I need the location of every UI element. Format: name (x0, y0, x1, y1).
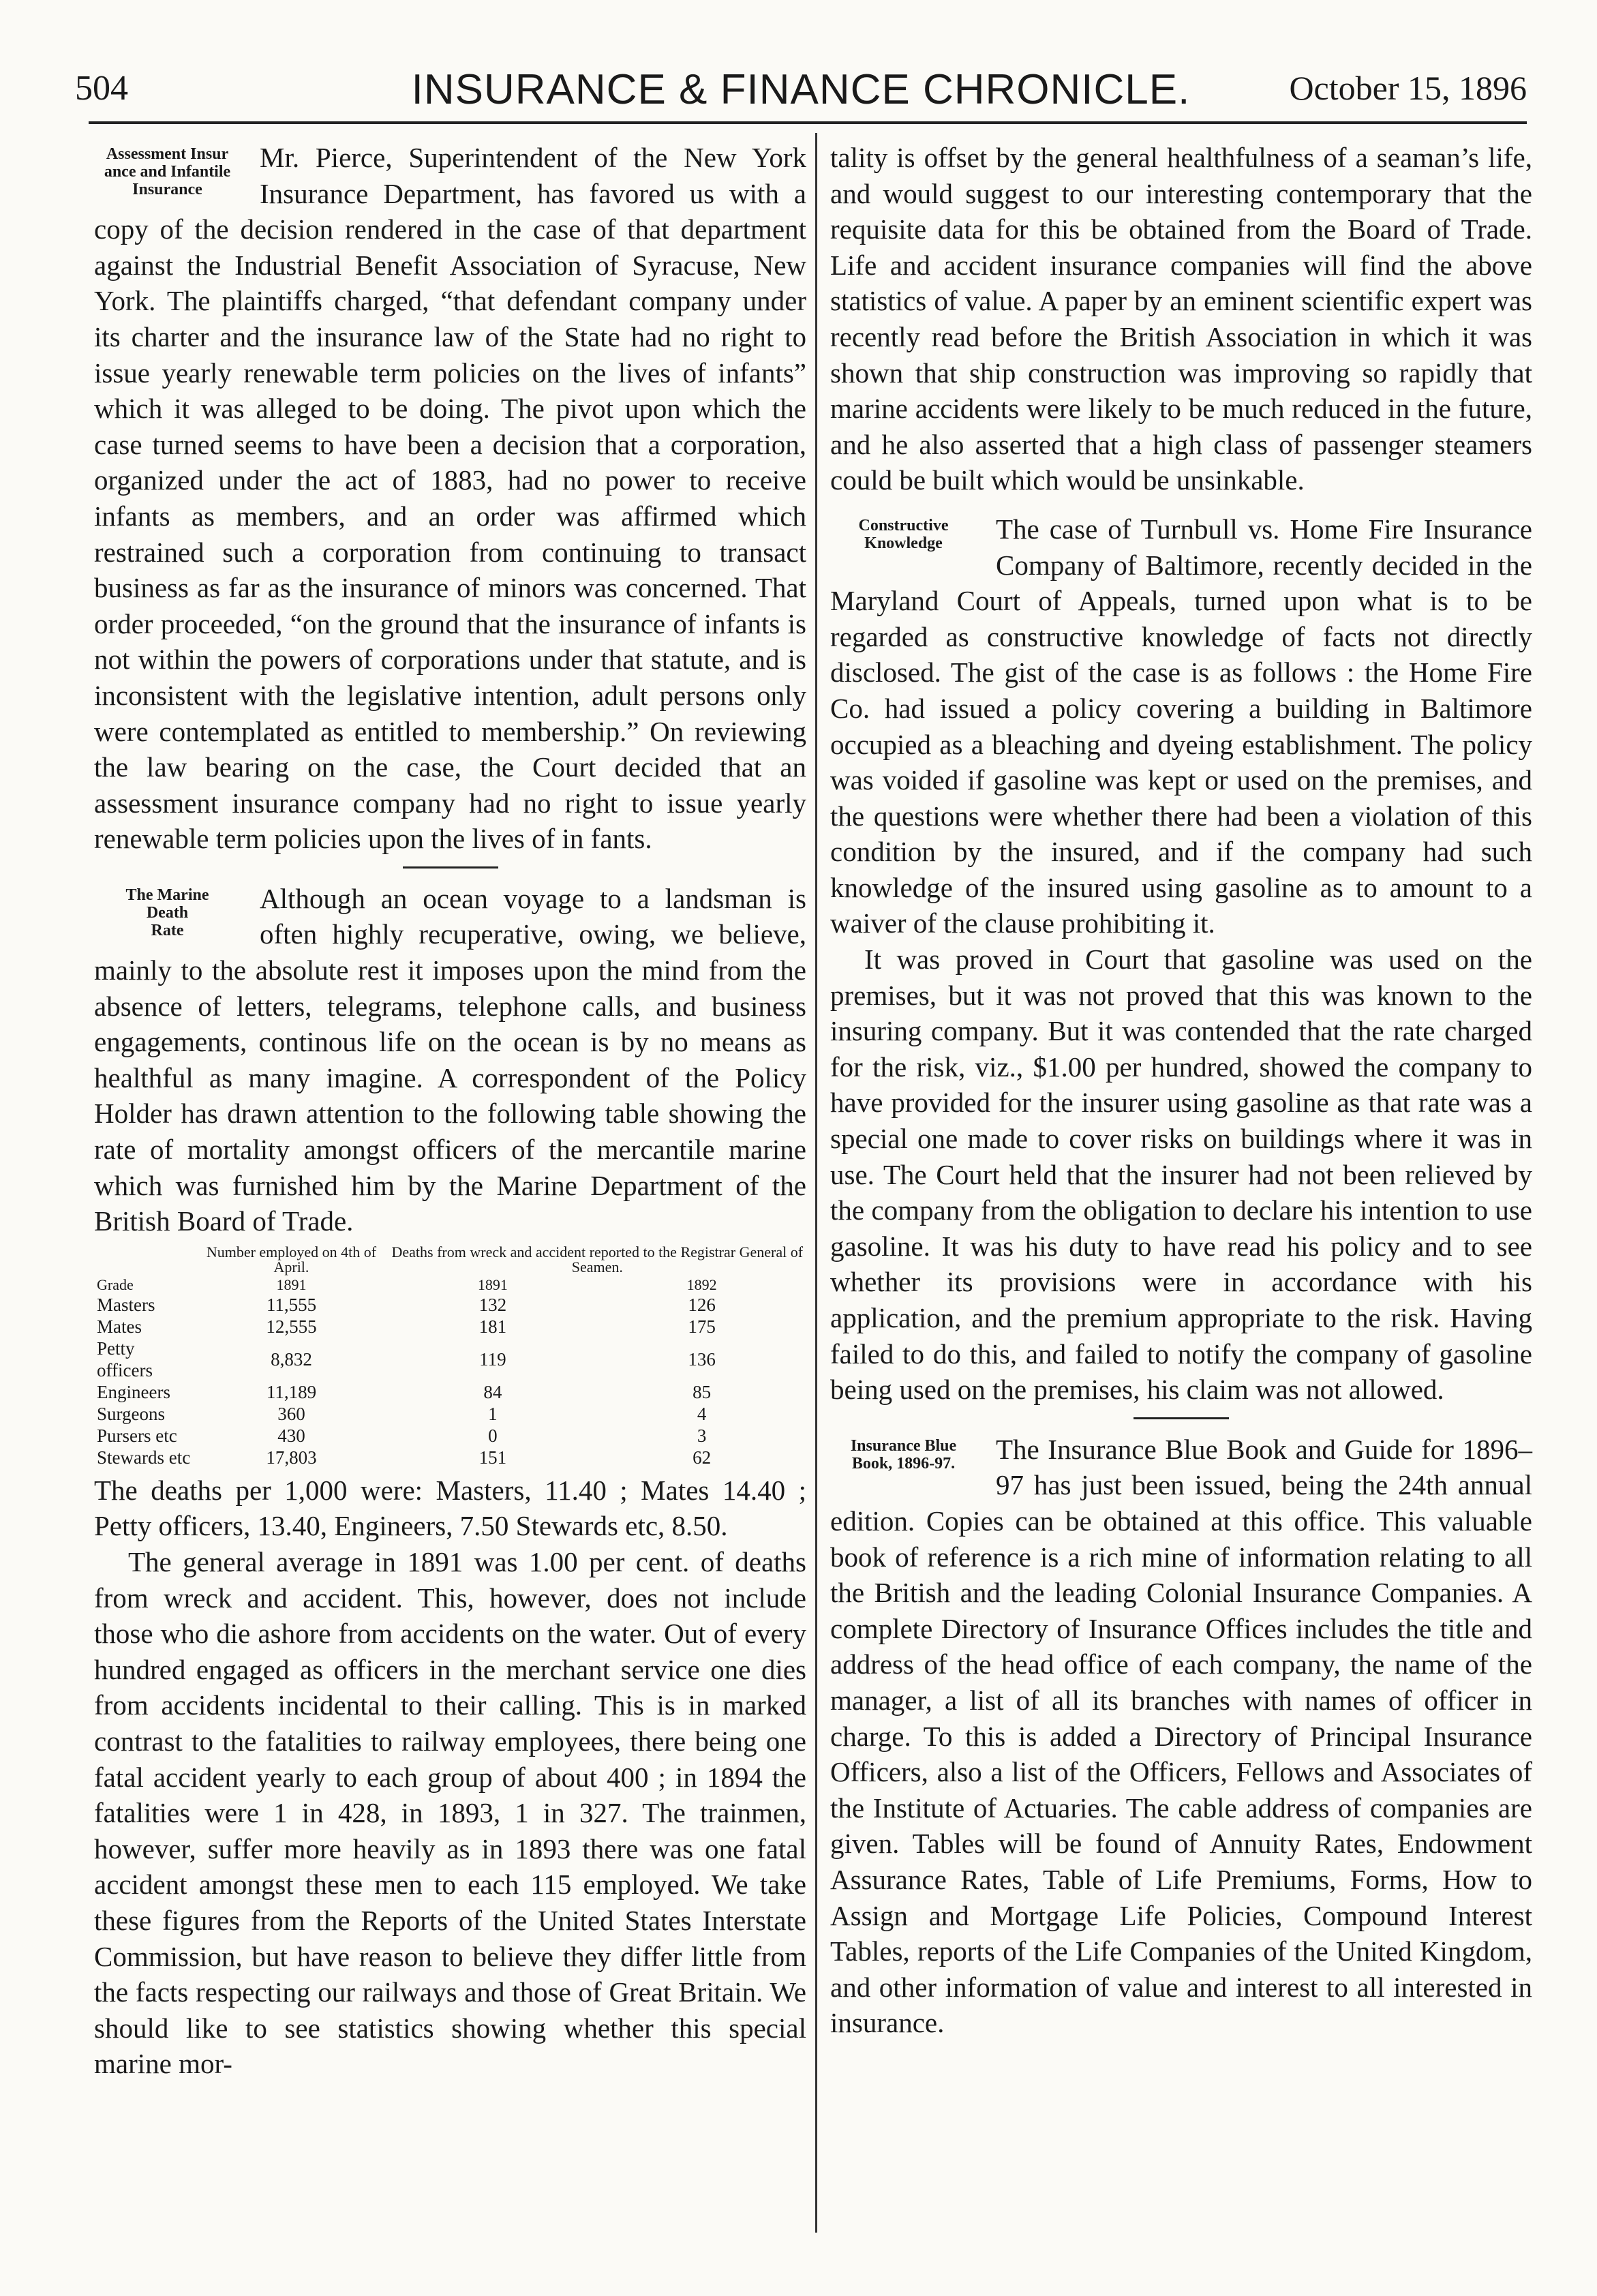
page-header (75, 68, 1527, 123)
left-column (94, 140, 806, 2082)
column-divider (815, 133, 817, 2233)
table-row: Petty officers 8,832 119 136 (97, 1338, 716, 1380)
article-constructive-knowledge (830, 511, 1532, 1408)
side-heading: Assessment Insur ance and Infantile Insurance (104, 145, 231, 198)
table-row: Masters 11,555 132 126 (97, 1294, 716, 1315)
article-insurance-blue-book (830, 1432, 1532, 2041)
issue-date: October 15, 1896 (1289, 69, 1527, 107)
table-row: Surgeons 360 1 4 (97, 1403, 707, 1424)
table-header-year: 1892 (686, 1275, 717, 1293)
article-assessment-insurance (94, 140, 806, 857)
header-rule (89, 121, 1527, 124)
table-row: Pursers etc 430 0 3 (97, 1425, 707, 1446)
page-number: 504 (75, 69, 128, 108)
article-paragraph: The deaths per 1,000 were: Masters, 11.40 ; Mates 14.40 ; Petty officers, 13.40, Engineers, 7.50 Stewards etc, 8.50. (94, 1474, 806, 1542)
table-header-year: 1891 (477, 1275, 508, 1293)
table-header-grade: Grade (97, 1275, 134, 1293)
article-paragraph: The case of Turnbull vs. Home Fire Insurance Company of Baltimore, recently decided in the Maryland Court of Appeals, turned upon what is to be regarded as constructive knowledge of facts not directly disclosed. The gist of the case is as follows : the Home Fire Co. had issued a policy covering a building in Baltimore occupied as a bleaching and dyeing establishment. The policy was voided if gasoline was kept or used on the premises, and the questions were whether there had been a violation of this condition by the insured, and if the company had such knowledge of the insured using gasoline as to amount to a waiver of the clause prohibiting it. (830, 513, 1532, 939)
article-separator (1134, 1417, 1229, 1419)
article-paragraph-continued: tality is offset by the general healthfulness of a seaman’s life, and would suggest to our interesting contemporary that the requisite data for this be obtained from the Board of Trade. Life and accident insurance companies will find the above statistics of value. A paper by an eminent scientific expert was recently read before the British Association in which it was shown that ship construction was improving so rapidly that marine accidents were likely to be much reduced in the future, and he also asserted that a high class of passenger steamers could be built which would be unsinkable. (830, 142, 1532, 496)
table-header-deaths: Deaths from wreck and accident reported to the Registrar General of Seamen. (391, 1243, 804, 1275)
side-heading: Constructive Knowledge (858, 516, 949, 552)
article-paragraph: The Insurance Blue Book and Guide for 1896–97 has just been issued, being the 24th annual edition. Copies can be obtained at this office. This valuable book of reference is a rich mine of information relating to all the British and the leading Colonial Insurance Companies. A complete Directory of Insurance Offices includes the title and address of the head office of each company, the name of the manager, a list of all its branches with names of officer in charge. To this is added a Directory of Principal Insurance Officers, also a list of the Officers, Fellows and Associates of the Institute of Actuaries. The cable address of companies are given. Tables will be found of Annuity Rates, Endowment Assurance Rates, Table of Life Premiums, Forms, How to Assign and Mortgage Life Policies, Compound Interest Tables, reports of the Life Companies of the United Kingdom, and other information of value and interest to all interested in insurance. (830, 1433, 1532, 2039)
mortality-table (94, 1243, 806, 1468)
side-heading: Insurance Blue Book, 1896-97. (850, 1436, 957, 1472)
article-paragraph: Mr. Pierce, Superintendent of the New York Insurance Department, has favored us with a copy of the decision rendered in the case of that department against the Industrial Benefit Association of Syracuse, New York. The plaintiffs charged, “that defendant company under its charter and the insurance law of the State had no right to issue yearly renewable term policies on the lives of infants” which it was alleged to be doing. The pivot upon which the case turned seems to have been a decision that a corporation, organized under the act of 1883, had no power to receive infants as members, and an order was affirmed which restrained such a corporation from continuing to transact business as far as the insurance of minors was concerned. That order proceeded, “on the ground that the insurance of infants is not within the powers of corporations under that statute, and is inconsistent with the legislative intention, adult persons only were contemplated as entitled to membership.” On reviewing the law bearing on the case, the Court decided that an assessment insurance company had no right to issue yearly renewable term policies upon the lives of in fants. (94, 142, 806, 855)
table-row: Mates 12,555 181 175 (97, 1316, 716, 1337)
table-header-year: 1891 (276, 1275, 307, 1293)
table-header-employed: Number employed on 4th of April. (206, 1243, 377, 1275)
article-separator (403, 866, 498, 868)
article-marine-death-rate (94, 881, 806, 2082)
article-paragraph: Although an ocean voyage to a landsman is often highly recuperative, owing, we believe, mainly to the absolute rest it imposes upon the mind from the absence of letters, telegrams, telephone calls, and business engagements, continous life on the ocean is by no means as healthful as many imagine. A correspondent of the Policy Holder has drawn attention to the following table showing the rate of mortality amongst officers of the mercantile marine which was furnished him by the Marine Department of the British Board of Trade. (94, 882, 806, 1237)
right-column (830, 140, 1532, 2041)
table-row: Stewards etc 17,803 151 62 (97, 1447, 712, 1468)
article-paragraph: It was proved in Court that gasoline was used on the premises, but it was not proved that this was known to the insuring company. But it was contended that the rate charged for the risk, viz., $1.00 per hundred, showed the company to have provided for the insurer using gasoline as that rate was a special one made to cover risks on buildings where it was in use. The Court held that the insurer had not been relieved by the company from the obligation to declare his intention to use gasoline. It was his duty to have read his policy and to see whether its provisions were in accordance with his application, and the premium appropriate to the risk. Having failed to do this, and failed to notify the company of gasoline being used on the premises, his claim was not allowed. (830, 943, 1532, 1406)
article-paragraph-split: The general average in 1891 was 1.00 per cent. of deaths from wreck and accident. This, however, does not include those who die ashore from accidents on the water. Out of every hundred engaged as officers in the merchant service one dies from accidents incidental to their calling. This is in marked contrast to the fatalities to railway employees, there being one fatal accident yearly to each group of about 400 ; in 1894 the fatalities were 1 in 428, in 1893, 1 in 327. The trainmen, however, suffer more heavily as in 1893 there was one fatal accident amongst these men to each 115 employed. We take these figures from the Reports of the United States Interstate Commission, but have reason to believe they differ little from the facts respecting our railways and those of Great Britain. We should like to see statistics showing whether this special marine mor- (94, 1546, 806, 2080)
table-row: Engineers 11,189 84 85 (97, 1381, 712, 1402)
publication-title: INSURANCE & FINANCE CHRONICLE. (411, 66, 1191, 113)
side-heading: The Marine Death Rate (125, 886, 209, 939)
